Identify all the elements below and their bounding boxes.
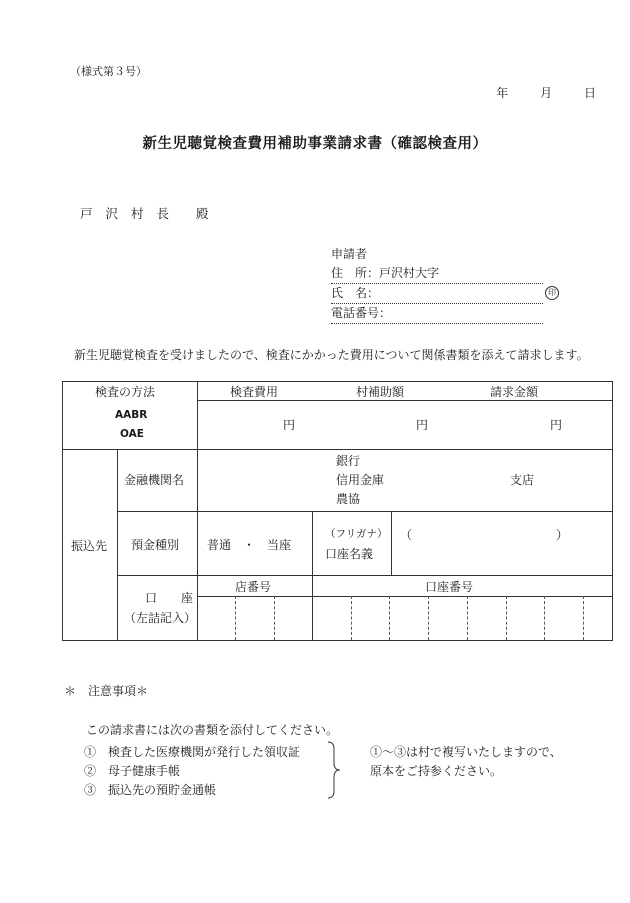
institution-label: 金融機関名: [124, 473, 185, 487]
date-row: [468, 87, 596, 99]
request-statement: 新生児聴覚検査を受けましたので、検査にかかった費用について関係書類を添えて請求します。: [74, 348, 589, 362]
branch-label: 支店: [510, 473, 535, 487]
bank-option[interactable]: 銀行: [336, 454, 361, 468]
claim-yen: 円: [550, 418, 563, 432]
account-label: 口 座: [145, 591, 194, 605]
notes-intro: この請求書には次の書類を添付してください。: [86, 723, 339, 737]
furigana-label: （フリガナ）: [325, 528, 388, 540]
phone-field[interactable]: [331, 304, 543, 324]
phone-label: 電話番号：: [331, 306, 392, 320]
method-aabr: AABR: [115, 409, 148, 421]
notes-list: [84, 743, 300, 800]
addressee-recipient: 戸沢村長: [80, 206, 183, 221]
name-label: 氏 名：: [331, 286, 380, 300]
cost-yen: 円: [283, 418, 296, 432]
form-number: （様式第３号）: [70, 65, 147, 78]
claim-table: [62, 381, 613, 641]
date-day: 日: [583, 86, 596, 100]
side-note-line-2: 原本をご持参ください。: [370, 764, 503, 778]
paren-close: ）: [556, 528, 569, 542]
deposit-type-label: 預金種別: [131, 538, 180, 552]
list-item: ③ 振込先の預貯金通帳: [84, 783, 217, 797]
address-value: 戸沢村大字: [379, 266, 440, 280]
method-oae: OAE: [120, 428, 144, 440]
date-month: 月: [540, 86, 553, 100]
subsidy-yen: 円: [416, 418, 429, 432]
seal-mark: 印: [545, 286, 559, 300]
right-brace-icon: [325, 741, 345, 799]
subsidy-header: 村補助額: [356, 385, 405, 399]
list-item: ② 母子健康手帳: [84, 764, 181, 778]
addressee-honorific: 殿: [196, 206, 209, 221]
date-year: 年: [496, 86, 509, 100]
list-item: ① 検査した医療機関が発行した領収証: [84, 745, 301, 759]
transfer-label: 振込先: [71, 539, 108, 553]
name-field[interactable]: [331, 284, 556, 304]
paren-open: （: [400, 528, 413, 542]
method-header: 検査の方法: [95, 385, 156, 399]
address-field[interactable]: [331, 264, 543, 284]
notes-side-note: [370, 743, 562, 781]
side-note-line-1: ①～③は村で複写いたしますので、: [370, 745, 562, 759]
account-holder-label: 口座名義: [325, 547, 374, 561]
notes-title: ＊ 注意事項＊: [64, 684, 149, 698]
shinkin-option[interactable]: 信用金庫: [336, 473, 385, 487]
applicant-block: [331, 245, 556, 324]
deposit-type-options[interactable]: 普通 ・ 当座: [207, 538, 292, 552]
cost-header: 検査費用: [230, 385, 279, 399]
claim-header: 請求金額: [490, 385, 539, 399]
ja-option[interactable]: 農協: [336, 492, 361, 506]
branch-number-header: 店番号: [235, 580, 272, 594]
account-label-note: （左詰記入）: [124, 611, 197, 625]
addressee: [80, 208, 209, 221]
applicant-heading: 申請者: [331, 247, 368, 261]
address-label: 住 所：: [331, 266, 380, 280]
document-title: 新生児聴覚検査費用補助事業請求書（確認検査用）: [142, 135, 488, 152]
account-number-header: 口座番号: [425, 580, 474, 594]
